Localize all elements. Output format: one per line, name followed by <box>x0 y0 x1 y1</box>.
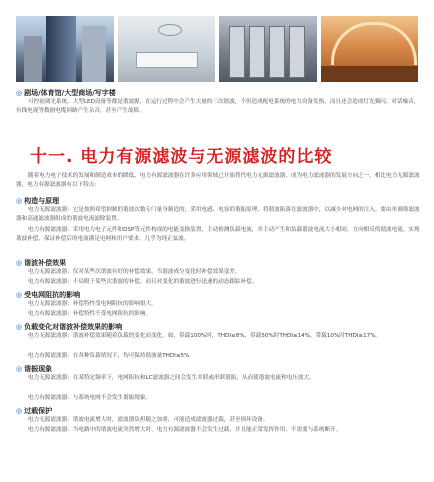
bullet-icon: ◎ <box>16 407 23 415</box>
section-line: 电力有源滤波器：当电路中的谐波电流突然增大时，电力有源滤波器不会发生过载，并且能正常发挥作用，不需要与系统断开。 <box>28 427 342 433</box>
section-line: 电力无源滤波器：谐波补偿效果随着负载的变化而变化。如，带载100%时，THDI≤8%，带载50%时THDI≤14%，带载10%时THDI≤17%。 <box>28 333 382 339</box>
bullet-icon: ◎ <box>16 291 23 299</box>
section-line: 电力有源滤波器：不局限于某些次谐波的补偿，而且对变化的谐波进行迅速的动态跟踪补偿。 <box>28 279 258 285</box>
section-line: 电力有源滤波器：在各种负载情况下，均可保持谐波量THDI≤5% <box>28 353 190 359</box>
bullet-icon: ◎ <box>16 365 23 373</box>
equipment-room-photo <box>219 16 317 82</box>
skyscraper-photo <box>16 16 114 82</box>
section-title: ◎ 谐波补偿效果 <box>16 259 67 267</box>
section-heading: 十一. 电力有源滤波与无源滤波的比较 <box>30 147 333 167</box>
section-title: ◎ 受电网阻抗的影响 <box>16 291 81 299</box>
intro-body: 可控硅调光系统、大型LED设备等都是谐波源，在运行过程中会产生大量的三次谐波，不但造成配电系统的电力设备发热，而且还会造成灯光频闪、对话噪音，有线电视等数据电缆回路产生杂音，甚至产生故障。 <box>16 99 420 114</box>
section-line: 电力无源滤波器：补偿特性受电网阻抗的影响很大。 <box>28 301 157 307</box>
section-line: 电力无源滤波器：仅对某些次谐波有好的补偿效果，当谐波成分变化时补偿效果变差。 <box>28 269 241 275</box>
section-line: 电力有源滤波器：补偿特性不受电网阻抗的影响。 <box>28 311 152 317</box>
section-title: ◎ 负载变化对谐波补偿效果的影响 <box>16 323 123 331</box>
section-line: 电力有源滤波器：采用电力电子元件和DSP等元件构成的电能变换装置，主动检测负载电流，并主动产生和负载谐波电流大小相同、方向相反的谐波电流，实现谐波补偿，保证补偿后的电流满足电网和用户要求，几乎为纯正弦波。 <box>16 227 420 242</box>
section-line: 电力无源滤波器：在某特定频率下，电网阻抗和LC滤波器之间会发生并联或串联谐振，从而使谐波电流和电压放大。 <box>28 375 315 381</box>
section-line: 电力无源滤波器：它是按照希望抑制的谐波次数专门量身制造的，采用电感、电容的谐振原理，将谐波陷落在滤波器中，以减少对电网的注入。要由单调谐滤波器和高通滤波器组成的谐波电流滤除装置。 <box>16 207 420 222</box>
bullet-icon: ◎ <box>16 197 23 205</box>
hospital-room-photo <box>118 16 216 82</box>
section-line: 电力无源滤波器：谐波电流增大时，滤波器负担随之加重，可能造成滤波器过载，甚至损坏设备。 <box>28 417 269 423</box>
bullet-icon: ◎ <box>16 323 23 331</box>
intro-title <box>16 88 116 98</box>
photo-strip <box>16 16 418 82</box>
section-title: ◎ 谐振现象 <box>16 365 53 373</box>
section-title: ◎ 过载保护 <box>16 407 53 415</box>
section-title: ◎ 构造与原理 <box>16 197 60 205</box>
bullet-icon: ◎ <box>16 259 23 267</box>
shopping-mall-photo <box>321 16 419 82</box>
section-line: 电力有源滤波器：与系统电网不会发生谐振现象。 <box>28 395 152 401</box>
intro-title-text: 剧场/体育馆/大型商场/写字楼 <box>24 89 116 97</box>
bullet-icon: ◎ <box>16 89 23 97</box>
lead-paragraph: 随着电力电子技术的发展和制造成本的降低，电力有源滤波器在许多应用领域已开始替代电力无源滤波器，成为电力滤波器的发展方向之一。相比电力无源滤波器，电力有源滤波器有以下特点： <box>16 173 420 188</box>
